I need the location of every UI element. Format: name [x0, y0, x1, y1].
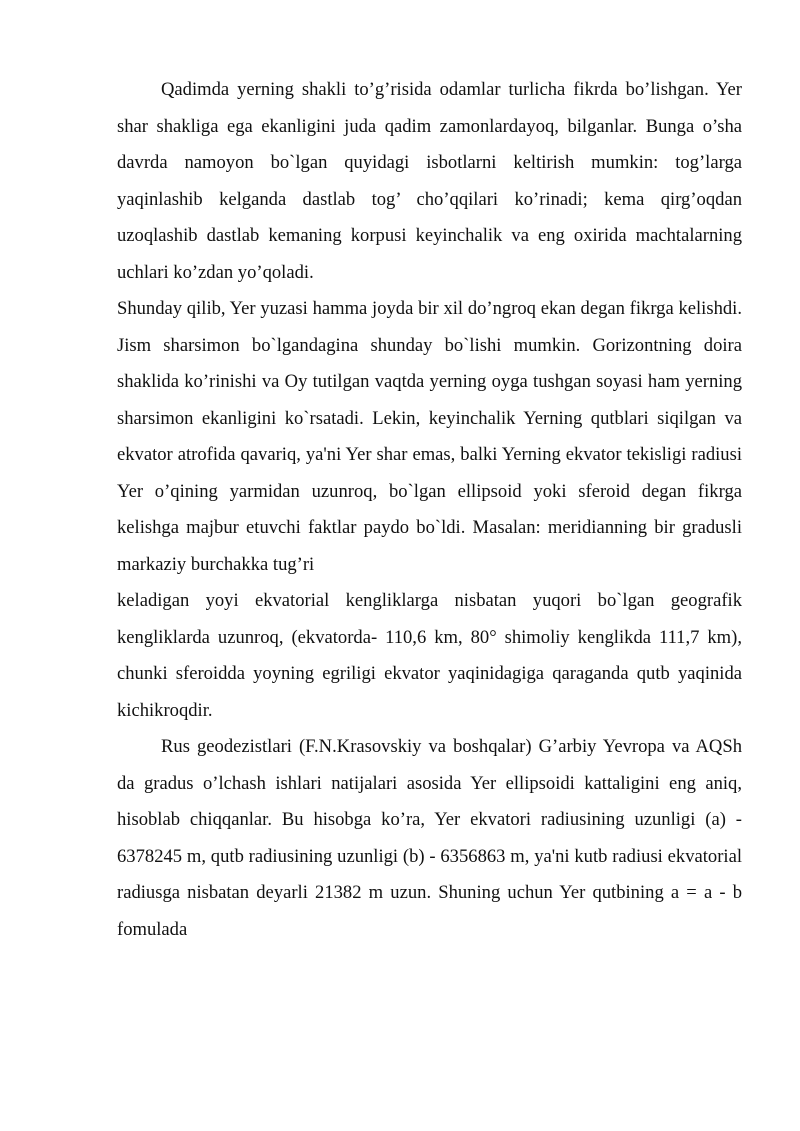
paragraph-krasovsky-ellipsoid: Rus geodezistlari (F.N.Krasovskiy va boshqalar) G’arbiy Yevropa va AQSh da gradus o’lchash ishlari natijalari asosida Yer ellipsoidi kattaligini eng aniq, hisoblab chiqqanlar. Bu hisobga ko’ra, Yer ekvatori radiusining uzunligi (a) - 6378245 m, qutb radiusining uzunligi (b) - 6356863 m, ya'ni kutb radiusi ekvatorial radiusga nisbatan deyarli 21382 m uzun. Shuning uchun Yer qutbining a = a - b fomulada [117, 736, 742, 940]
paragraph-sphericity-evidence: Shunday qilib, Yer yuzasi hamma joyda bir xil do’ngroq ekan degan fikrga kelishdi. Jism sharsimon bo`lgandagina shunday bo`lishi mumkin. Gorizontning doira shaklida ko’rinishi va Oy tutilgan vaqtda yerning oyga tushgan soyasi ham yerning sharsimon ekanligini ko`rsatadi. Lekin, keyinchalik Yerning qutblari siqilgan va ekvator atrofida qavariq, ya'ni Yer shar emas, balki Yerning ekvator tekisligi radiusi Yer o’qining yarmidan uzunroq, bo`lgan ellipsoid yoki sferoid degan fikrga kelishga majbur etuvchi faktlar paydo bo`ldi. Masalan: meridianning bir gradusli markaziy burchakka tug’ri [117, 298, 742, 575]
paragraph-earth-shape-history: Qadimda yerning shakli to’g’risida odamlar turlicha fikrda bo’lishgan. Yer shar shakliga ega ekanligini juda qadim zamonlardayoq, bilganlar. Bunga o’sha davrda namoyon bo`lgan quyidagi isbotlarni keltirish mumkin: tog’larga yaqinlashib kelganda dastlab tog’ cho’qqilari ko’rinadi; kema qirg’oqdan uzoqlashib dastlab kemaning korpusi keyinchalik va eng oxirida machtalarning uchlari ko’zdan yo’qoladi. [117, 79, 742, 283]
paragraph-meridian-arc: keladigan yoyi ekvatorial kengliklarga nisbatan yuqori bo`lgan geografik kengliklarda uzunroq, (ekvatorda- 110,6 km, 80° shimoliy kenglikda 111,7 km), chunki sferoidda yoyning egriligi ekvator yaqinidagiga qaraganda qutb yaqinida kichikroqdir. [117, 590, 742, 721]
document-page [117, 72, 742, 948]
